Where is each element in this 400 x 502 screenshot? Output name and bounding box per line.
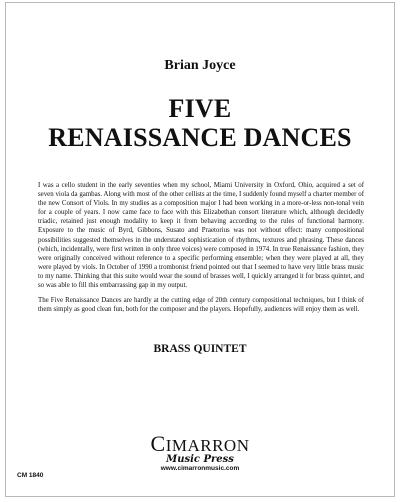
publisher-wordmark-rest: IMARRON xyxy=(165,436,250,455)
composer-name: Brian Joyce xyxy=(164,58,236,73)
publisher-wordmark xyxy=(6,431,394,456)
program-notes-paragraph-1: I was a cello student in the early seventies when my school, Miami University in Oxford, Ohio, acquired a set of seven viola da gambas. Along with most of the other cellists at the time, I suddenly found myself a charter member of the new Consort of Viols. In my studies as a composition major I had been working in a more-or-less non-tonal vein for a couple of years. I now came face to face with this Elizabethan consort literature which, although decidedly triadic, retained just enough modality to keep it from behaving according to the rules of functional harmony. Exposure to the music of Byrd, Gibbons, Susato and Praetorius was not without effect: many compositional possibilities suggested themselves in the understated sophistication of rhythms, textures and phrasing. These dances (which, incidentally, were first written in only three voices) were composed in 1974. In true Renaissance fashion, they were originally conceived without reference to a specific performing ensemble; when they were played at all, they were played by viols. In October of 1990 a trombonist friend pointed out that I seemed to have very little brass music to my name. Thinking that this suite would wear the sound of brasses well, I quickly arranged it for brass quintet, and so was able to fill this embarrassing gap in my output. xyxy=(38,182,364,290)
title-line-1: FIVE xyxy=(168,94,232,123)
score-cover xyxy=(5,2,395,497)
piece-title xyxy=(6,94,394,152)
publisher-subtitle: Music Press xyxy=(166,454,234,465)
publisher-url: www.cimarronmusic.com xyxy=(160,465,240,472)
catalog-number: CM 1840 xyxy=(17,472,44,479)
publisher-logo xyxy=(6,431,394,473)
program-notes xyxy=(38,181,364,320)
title-line-2: RENAISSANCE DANCES xyxy=(48,123,352,152)
program-notes-paragraph-2: The Five Renaissance Dances are hardly at the cutting edge of 20th century compositional techniques, but I think of them simply as good clean fun, both for the composer and the players. Hopefully, audiences will enjoy them as well. xyxy=(38,297,364,314)
instrumentation-label: BRASS QUINTET xyxy=(153,343,247,355)
publisher-wordmark-initial: C xyxy=(150,431,166,456)
